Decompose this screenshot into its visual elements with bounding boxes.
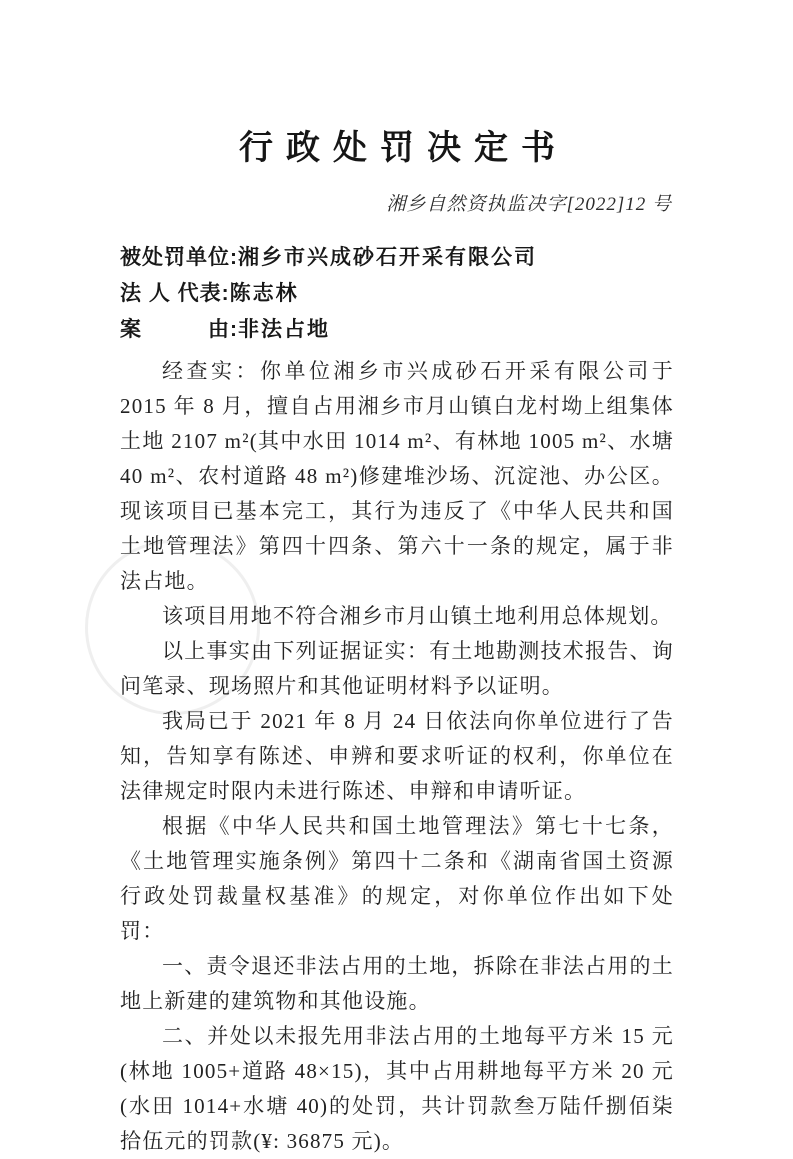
document-body [120,354,674,1159]
paragraph-facts: 经查实：你单位湘乡市兴成砂石开采有限公司于 2015 年 8 月，擅自占用湘乡市月山镇白龙村坳上组集体土地 2107 m²(其中水田 1014 m²、有林地 1005 m²、水塘 40 m²、农村道路 48 m²)修建堆沙场、沉淀池、办公区。现该项目已基本完工，其行为违反了《中华人民共和国土地管理法》第四十四条、第六十一条的规定，属于非法占地。 [120,359,674,593]
field-label: 被处罚单位: [120,246,238,269]
field-case-cause [120,312,674,348]
paragraph-evidence: 以上事实由下列证据证实：有土地勘测技术报告、询问笔录、现场照片和其他证明材料予以证明。 [120,639,674,698]
field-value: 陈志林 [229,282,299,305]
field-label: 案 由: [120,318,238,341]
document-number: 湘乡自然资执监决字[2022]12 号 [386,194,672,215]
field-label: 法 人 代表: [120,282,230,305]
field-value: 非法占地 [238,318,330,341]
field-penalized-unit [120,240,674,276]
document-content [120,0,674,1159]
field-value: 湘乡市兴成砂石开采有限公司 [238,246,537,269]
page-title: 行政处罚决定书 [239,129,568,167]
paragraph-notification: 我局已于 2021 年 8 月 24 日依法向你单位进行了告知，告知享有陈述、申辨和要求听证的权利，你单位在法律规定时限内未进行陈述、申辩和申请听证。 [120,709,674,803]
header-fields [120,240,674,348]
paragraph-penalty-2: 二、并处以未报先用非法占用的土地每平方米 15 元(林地 1005+道路 48×15)，其中占用耕地每平方米 20 元(水田 1014+水塘 40)的处罚，共计罚款叁万陆仟捌佰柒拾伍元的罚款(¥: 36875 元)。 [120,1024,674,1153]
field-legal-representative [120,276,674,312]
paragraph-penalty-1: 一、责令退还非法占用的土地，拆除在非法占用的土地上新建的建筑物和其他设施。 [120,954,674,1013]
paragraph-planning: 该项目用地不符合湘乡市月山镇土地利用总体规划。 [162,604,673,628]
paragraph-legal-basis: 根据《中华人民共和国土地管理法》第七十七条，《土地管理实施条例》第四十二条和《湖南省国土资源行政处罚裁量权基准》的规定，对你单位作出如下处罚： [120,814,674,943]
